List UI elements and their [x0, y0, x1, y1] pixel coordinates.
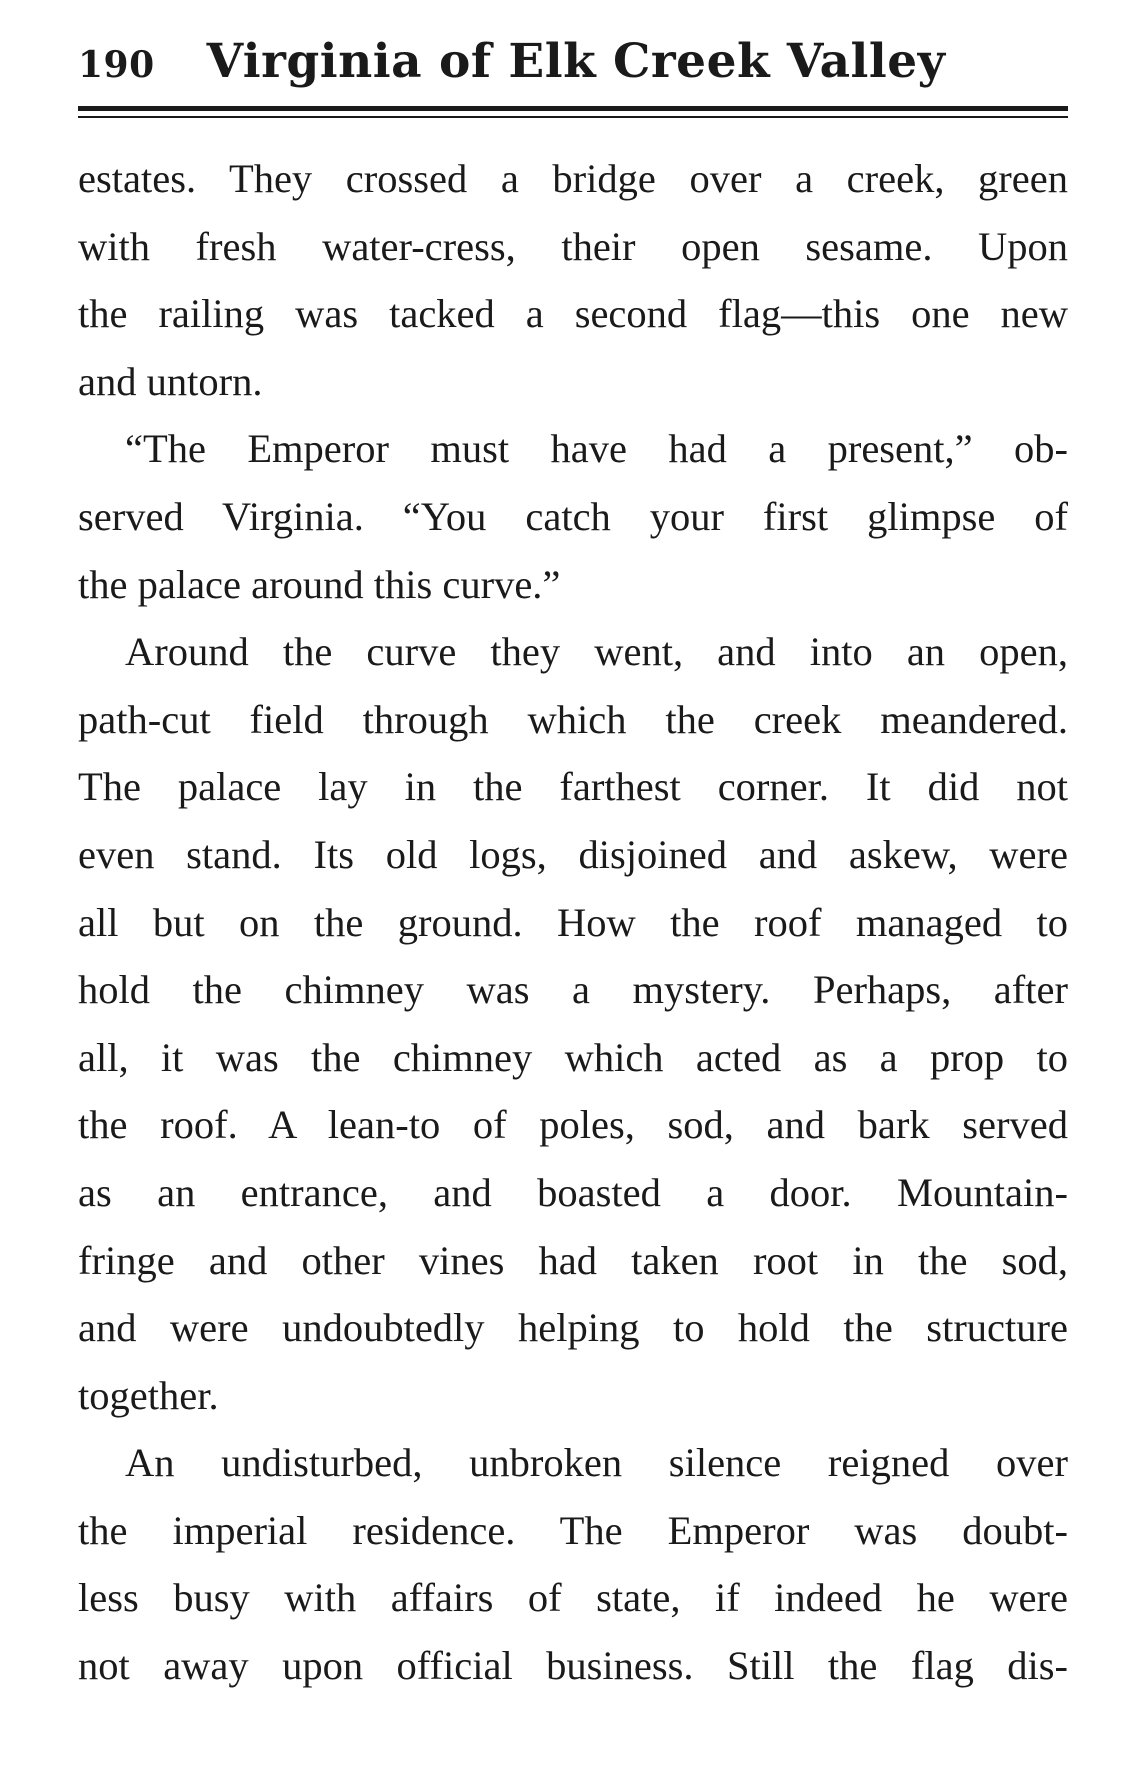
body-text [78, 145, 1068, 1700]
text-line: with fresh water-cress, their open sesame. Upon [78, 223, 1068, 269]
text-line: served Virginia. “You catch your first glimpse of [78, 493, 1068, 539]
page-number: 190 [78, 44, 155, 86]
paragraph [78, 415, 1068, 618]
text-line: all but on the ground. How the roof managed to [78, 899, 1068, 945]
book-title: Virginia of Elk Creek Valley [206, 34, 946, 89]
text-line: fringe and other vines had taken root in the sod, [78, 1237, 1068, 1283]
text-line: estates. They crossed a bridge over a creek, green [78, 156, 1068, 201]
text-line: less busy with affairs of state, if indeed he were [78, 1575, 1068, 1621]
text-line: Around the curve they went, and into an open, [125, 629, 1068, 675]
paragraph [78, 1429, 1068, 1699]
text-line: and untorn. [78, 358, 263, 404]
text-line: An undisturbed, unbroken silence reigned over [125, 1440, 1068, 1486]
text-line: even stand. Its old logs, disjoined and askew, were [78, 831, 1068, 877]
paragraph [78, 145, 1068, 415]
text-line: the imperial residence. The Emperor was doubt- [78, 1507, 1068, 1553]
text-line: as an entrance, and boasted a door. Mountain- [78, 1169, 1068, 1215]
text-line: not away upon official business. Still the flag dis- [78, 1643, 1068, 1689]
text-line: the palace around this curve.” [78, 561, 561, 607]
header-rule-thin [78, 116, 1068, 118]
text-line: The palace lay in the farthest corner. It did not [78, 764, 1068, 810]
text-line: all, it was the chimney which acted as a prop to [78, 1034, 1068, 1080]
running-head [78, 34, 1068, 104]
text-line: and were undoubtedly helping to hold the structure [78, 1305, 1068, 1351]
text-line: path-cut field through which the creek meandered. [78, 696, 1068, 742]
text-line: hold the chimney was a mystery. Perhaps, after [78, 967, 1068, 1013]
text-line: “The Emperor must have had a present,” ob- [125, 426, 1068, 472]
text-line: together. [78, 1372, 219, 1418]
paragraph [78, 618, 1068, 1429]
header-rule-thick [78, 106, 1068, 111]
text-line: the railing was tacked a second flag—this one new [78, 291, 1068, 337]
book-page [78, 0, 1068, 1773]
text-line: the roof. A lean-to of poles, sod, and bark served [78, 1102, 1068, 1148]
